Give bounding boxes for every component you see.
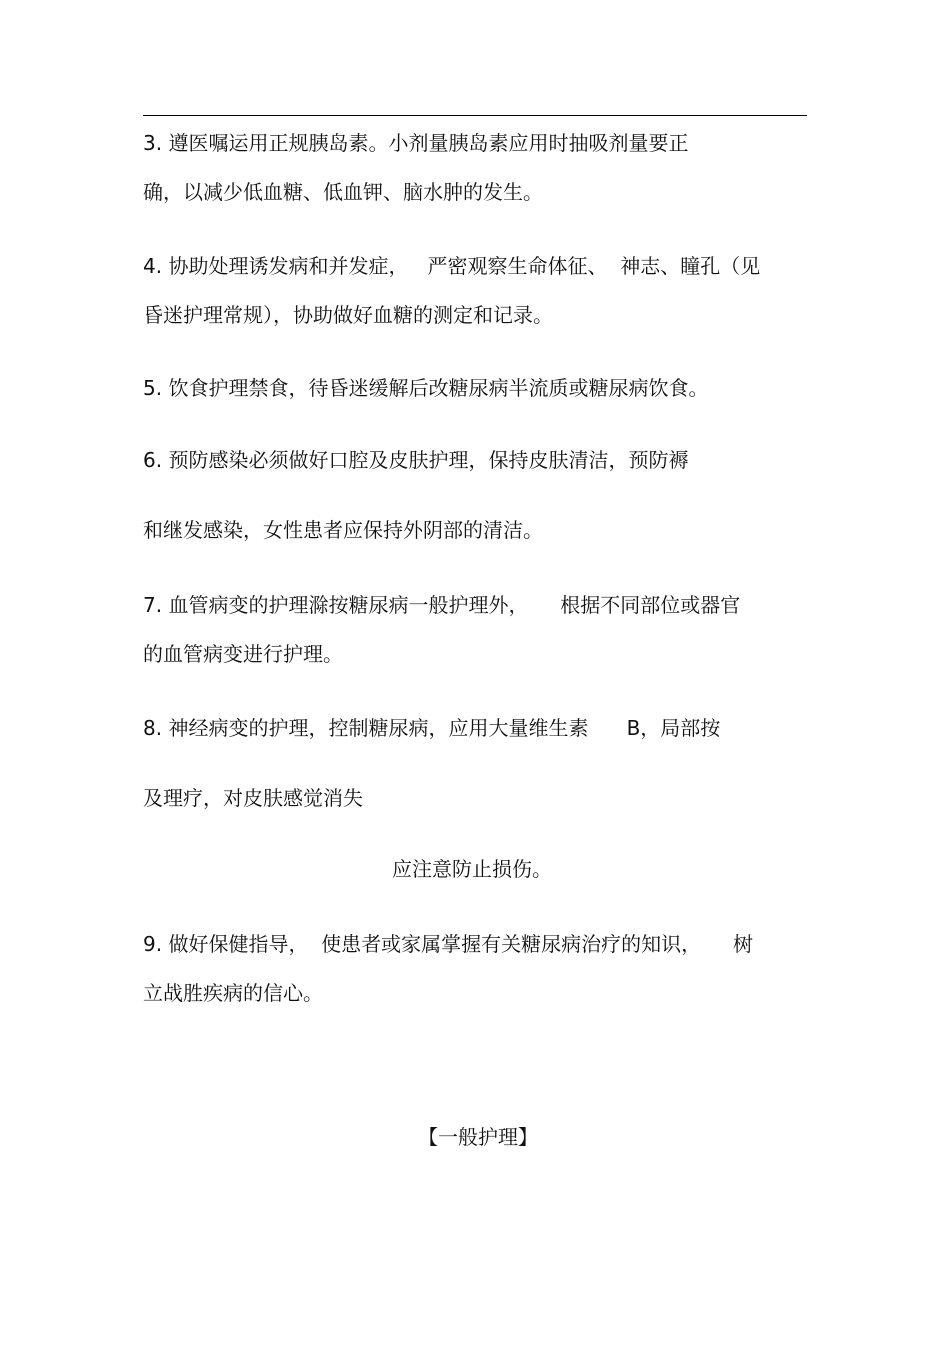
- item-4-line-2: 昏迷护理常规），协助做好血糖的测定和记录。: [143, 303, 553, 327]
- item-4-line-1: 4. 协助处理诱发病和并发症， 严密观察生命体征、 神志、瞳孔（见: [143, 254, 761, 278]
- item-3-line-2: 确，以减少低血糖、低血钾、脑水肿的发生。: [143, 180, 543, 204]
- item-6-line-2: 和继发感染，女性患者应保持外阴部的清洁。: [143, 518, 543, 542]
- item-6-line-1: 6. 预防感染必须做好口腔及皮肤护理，保持皮肤清洁，预防褥: [143, 448, 689, 472]
- item-3-line-1: 3. 遵医嘱运用正规胰岛素。小剂量胰岛素应用时抽吸剂量要正: [143, 131, 689, 155]
- item-7-line-1: 7. 血管病变的护理滁按糖尿病一般护理外， 根据不同部位或器官: [143, 593, 741, 617]
- item-8-line-1: 8. 神经病变的护理，控制糖尿病，应用大量维生素 B，局部按: [143, 716, 721, 740]
- section-heading: 【一般护理】: [418, 1125, 538, 1149]
- header-rule: [143, 115, 807, 116]
- item-8-line-3: 应注意防止损伤。: [392, 857, 552, 881]
- item-9-line-2: 立战胜疾病的信心。: [143, 981, 323, 1005]
- item-8-line-2: 及理疗，对皮肤感觉消失: [143, 786, 363, 810]
- item-5-line-1: 5. 饮食护理禁食，待昏迷缓解后改糖尿病半流质或糖尿病饮食。: [143, 376, 709, 400]
- item-7-line-2: 的血管病变进行护理。: [143, 642, 343, 666]
- item-9-line-1: 9. 做好保健指导， 使患者或家属掌握有关糖尿病治疗的知识， 树: [143, 932, 753, 956]
